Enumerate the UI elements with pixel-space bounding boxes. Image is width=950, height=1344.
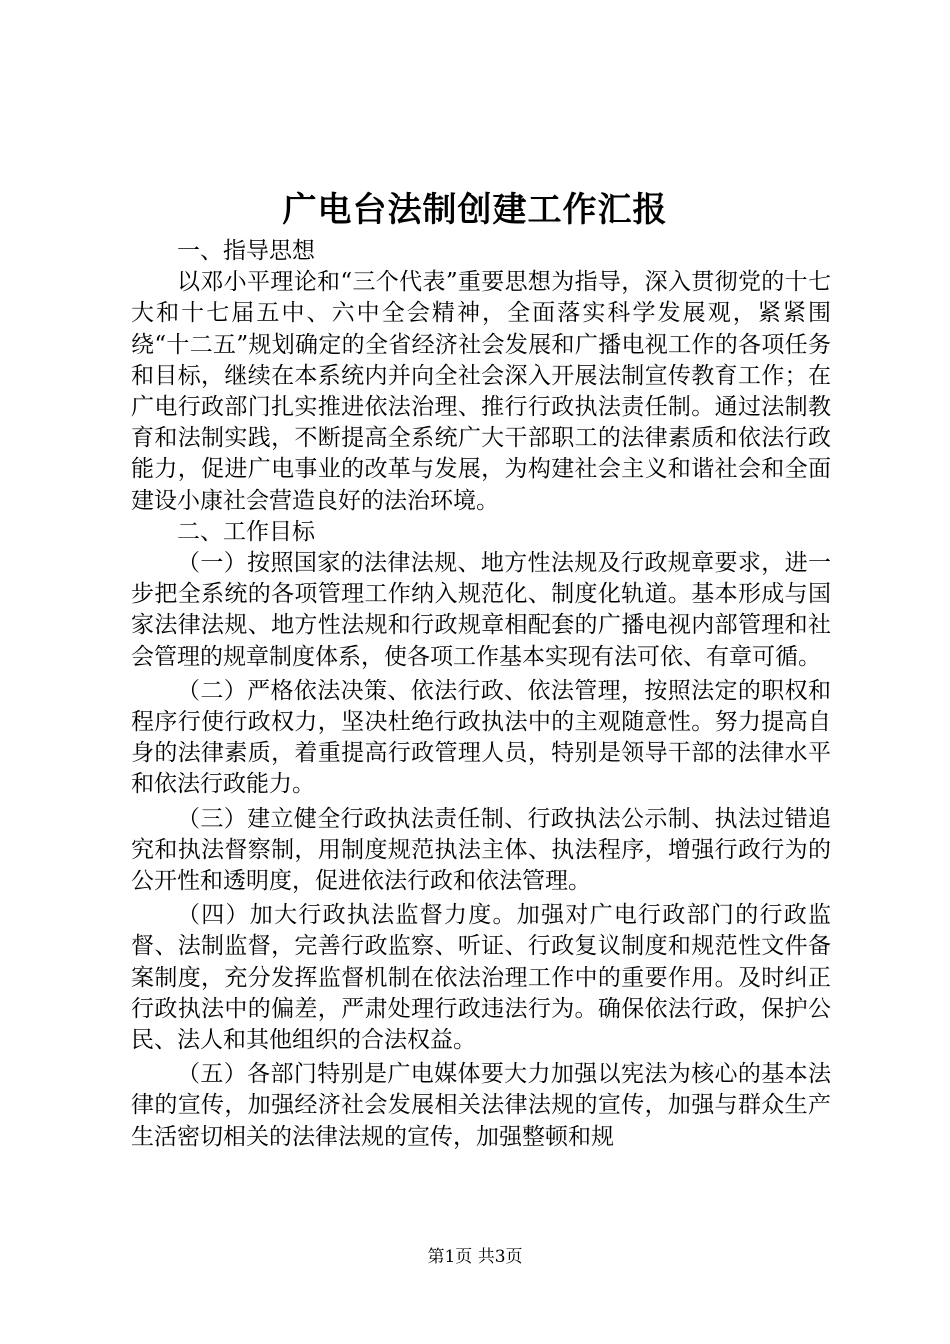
paragraph-goal-2: （二）严格依法决策、依法行政、依法管理，按照法定的职权和程序行使行政权力，坚决杜绝行政执法中的主观随意性。努力提高自身的法律素质，着重提高行政管理人员，特别是领导干部的法律水平和依法行政能力。: [131, 677, 831, 798]
paragraph-goal-5: （五）各部门特别是广电媒体要大力加强以宪法为核心的基本法律的宣传，加强经济社会发展相关法律法规的宣传，加强与群众生产生活密切相关的法律法规的宣传，加强整顿和规: [131, 1061, 831, 1150]
paragraph-goal-3: （三）建立健全行政执法责任制、行政执法公示制、执法过错追究和执法督察制，用制度规范执法主体、执法程序，增强行政行为的公开性和透明度，促进依法行政和依法管理。: [131, 805, 831, 895]
document-body: [131, 236, 831, 1153]
section-heading-2: 二、工作目标: [177, 518, 315, 545]
paragraph-goal-4: （四）加大行政执法监督力度。加强对广电行政部门的行政监督、法制监督，完善行政监察、听证、行政复议制度和规范性文件备案制度，充分发挥监督机制在依法治理工作中的重要作用。及时纠正行政执法中的偏差，严肃处理行政违法行为。确保依法行政，保护公民、法人和其他组织的合法权益。: [131, 902, 831, 1054]
paragraph-guiding-ideology: 以邓小平理论和“三个代表”重要思想为指导，深入贯彻党的十七大和十七届五中、六中全会精神，全面落实科学发展观，紧紧围绕“十二五”规划确定的全省经济社会发展和广播电视工作的各项任务和目标，继续在本系统内并向全社会深入开展法制宣传教育工作；在广电行政部门扎实推进依法治理、推行行政执法责任制。通过法制教育和法制实践，不断提高全系统广大干部职工的法律素质和依法行政能力，促进广电事业的改革与发展，为构建社会主义和谐社会和全面建设小康社会营造良好的法治环境。: [131, 269, 831, 514]
paragraph-goal-1: （一）按照国家的法律法规、地方性法规及行政规章要求，进一步把全系统的各项管理工作纳入规范化、制度化轨道。基本形成与国家法律法规、地方性法规和行政规章相配套的广播电视内部管理和社会管理的规章制度体系，使各项工作基本实现有法可依、有章可循。: [131, 550, 831, 670]
page-footer: 第1页 共3页: [427, 1247, 523, 1267]
section-heading-1: 一、指导思想: [177, 238, 315, 264]
document-title: 广电台法制创建工作汇报: [282, 190, 668, 230]
